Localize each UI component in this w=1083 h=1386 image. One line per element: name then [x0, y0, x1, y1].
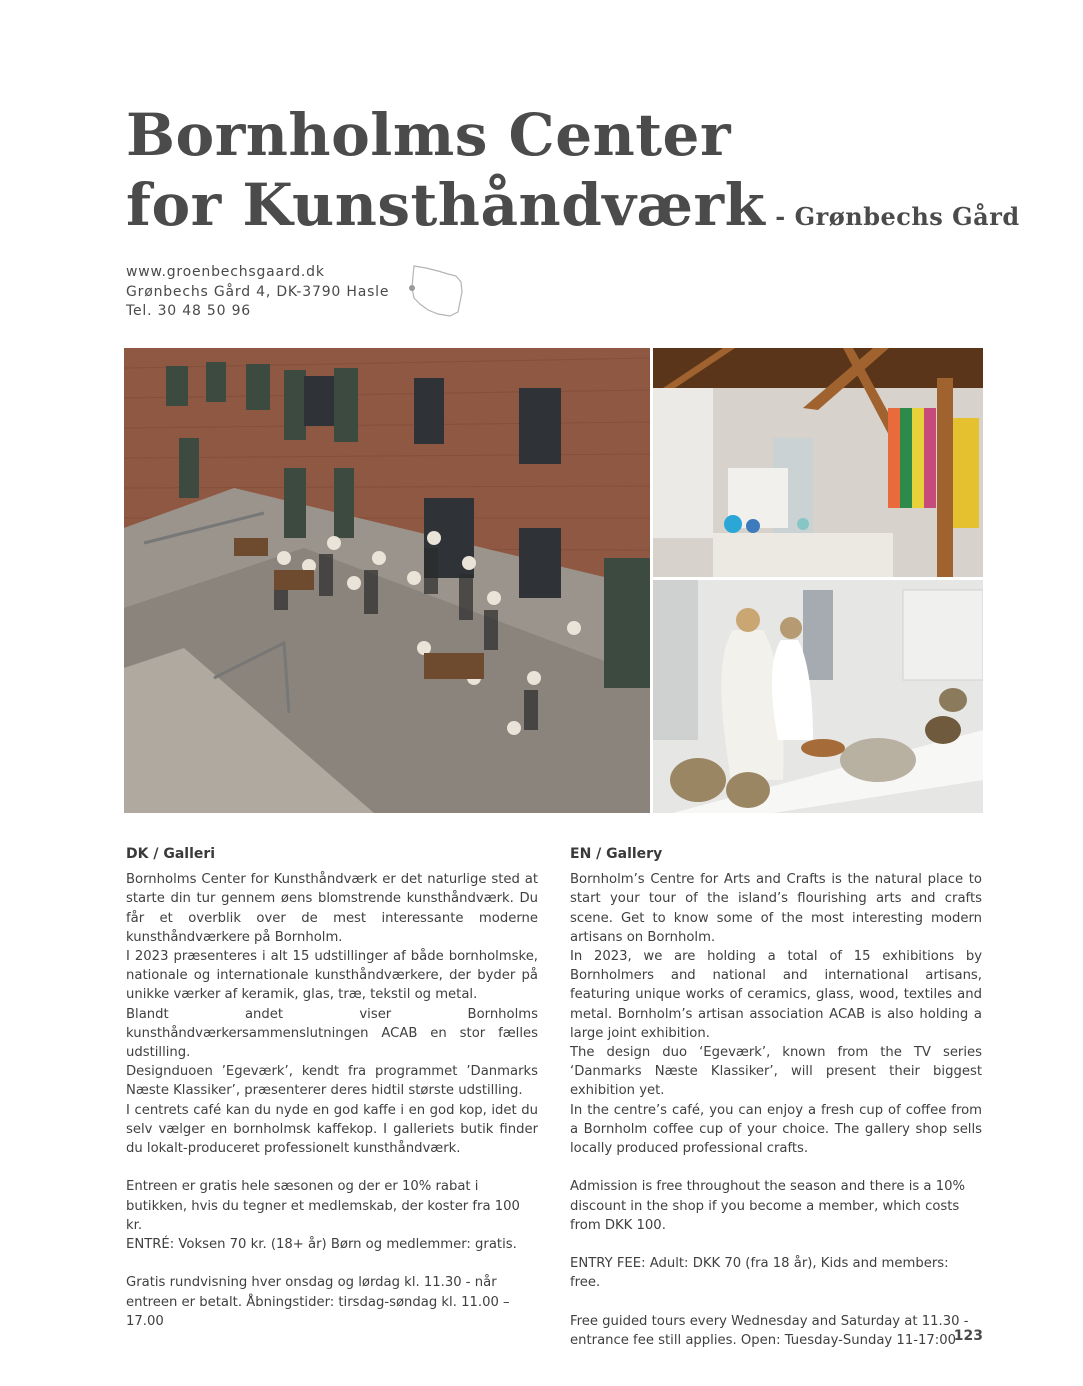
en-paragraph: In 2023, we are holding a total of 15 exhibitions by Bornholmers and national and international artisans, featuring unique works of ceramics, glass, wood, textiles and metal. Bornholm’s artisan association ACAB is also holding a large joint exhibition.: [570, 949, 982, 1041]
address: Grønbechs Gård 4, DK-3790 Hasle: [126, 283, 390, 300]
en-heading: EN / Gallery: [570, 846, 663, 862]
title-line-2: [126, 170, 1020, 252]
en-paragraph: In the centre’s café, you can enjoy a fresh cup of coffee from a Bornholm coffee cup of your choice. The gallery shop sells locally produced professional crafts.: [570, 1102, 982, 1157]
phone: Tel. 30 48 50 96: [126, 303, 251, 319]
dk-heading: DK / Galleri: [126, 846, 216, 862]
english-column: [570, 845, 982, 1350]
exhibition-photo: [653, 580, 983, 813]
bornholm-map-icon: [404, 262, 466, 320]
page-title: [126, 100, 1020, 252]
dk-paragraph: Gratis rundvisning hver onsdag og lørdag kl. 11.30 - når entreen er betalt. Åbningstider: tirsdag-søndag kl. 11.00 – 17.00: [126, 1275, 510, 1329]
page-number: 123: [953, 1328, 983, 1344]
en-paragraph: The design duo ‘Egeværk’, known from the TV series ‘Danmarks Næste Klassiker’, will present their biggest exhibition yet.: [570, 1045, 982, 1099]
dk-paragraph: I centrets café kan du nyde en god kaffe i en god kop, idet du selv vælger en bornholmsk kaffekop. I galleriets butik finder du lokalt-produceret professionelt kunsthåndværk.: [126, 1102, 538, 1157]
contact-block: [126, 263, 389, 322]
en-paragraph: Bornholm’s Centre for Arts and Crafts is the natural place to start your tour of the island’s flourishing arts and crafts scene. Get to know some of the most interesting modern artisans on Bornholm.: [570, 872, 982, 945]
en-paragraph: Admission is free throughout the season and there is a 10% discount in the shop if you become a member, which costs from DKK 100.: [570, 1179, 965, 1233]
dk-paragraph: Blandt andet viser Bornholms kunsthåndværkersammenslutningen ACAB en stor fælles udstilling.: [126, 1006, 538, 1061]
website-link[interactable]: www.groenbechsgaard.dk: [126, 264, 325, 280]
title-line-1: Bornholms Center: [126, 101, 732, 169]
dk-paragraph: Entreen er gratis hele sæsonen og der er 10% rabat i butikken, hvis du tegner et medlemskab, der koster fra 100 kr.: [126, 1179, 520, 1233]
gallery-interior-photo: [653, 348, 983, 577]
dk-paragraph: ENTRÉ: Voksen 70 kr. (18+ år) Børn og medlemmer: gratis.: [126, 1237, 517, 1253]
title-line-2-text: for Kunsthåndværk: [126, 171, 766, 239]
dk-paragraph: Bornholms Center for Kunsthåndværk er det naturlige sted at starte din tur gennem øens blomstrende kunsthåndværk. Du får et overblik over de mest interessante moderne kunsthåndværkere på Bornholm.: [126, 872, 538, 945]
courtyard-photo: [124, 348, 650, 813]
danish-column: [126, 845, 538, 1331]
dk-paragraph: Designduoen ’Egeværk’, kendt fra programmet ’Danmarks Næste Klassiker’, præsenterer deres hidtil største udstilling.: [126, 1064, 538, 1099]
en-paragraph: ENTRY FEE: Adult: DKK 70 (fra 18 år), Kids and members: free.: [570, 1256, 949, 1291]
subtitle: - Grønbechs Gård: [775, 202, 1020, 231]
dk-paragraph: I 2023 præsenteres i alt 15 udstillinger af både bornholmske, nationale og internationale kunsthåndværkere, der byder på unikke værker af keramik, glas, træ, tekstil og metal.: [126, 949, 538, 1003]
en-paragraph: Free guided tours every Wednesday and Saturday at 11.30 - entrance fee still applies. Open: Tuesday-Sunday 11-17:00: [570, 1313, 969, 1349]
